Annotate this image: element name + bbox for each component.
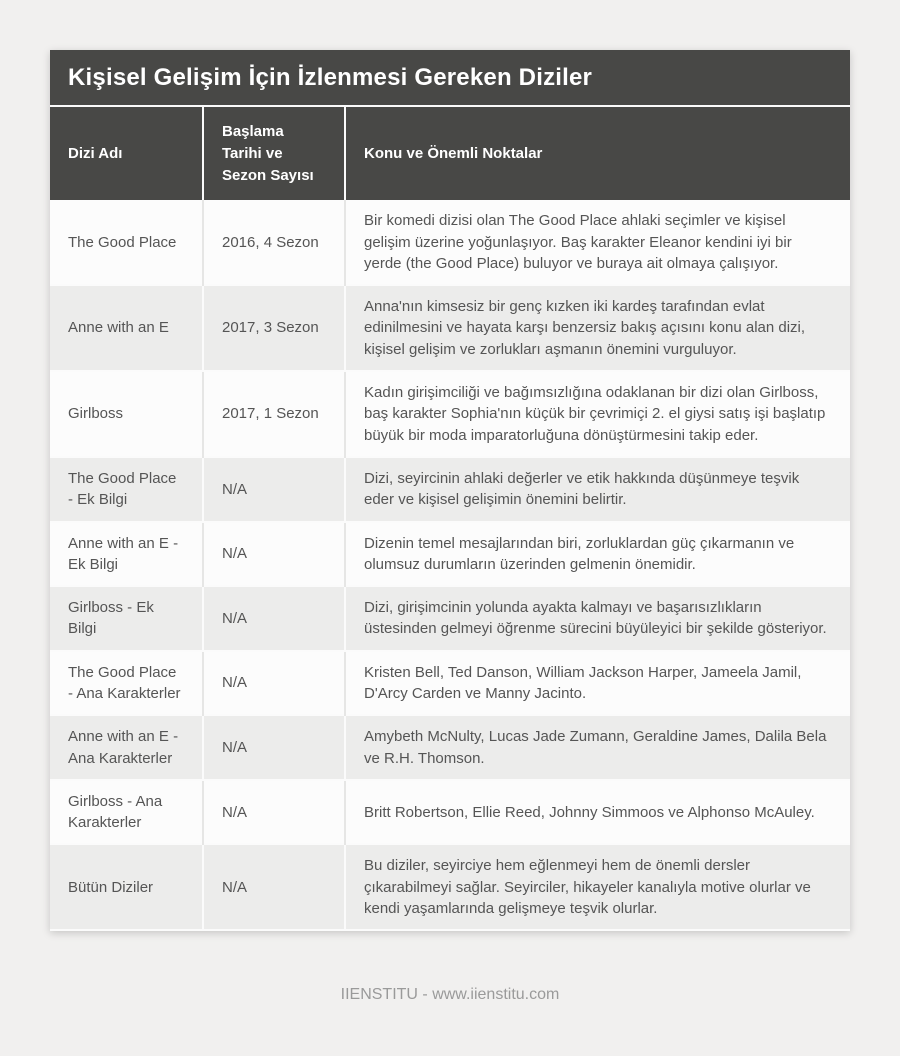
start-season-cell: N/A (203, 651, 345, 716)
table-row (50, 457, 850, 522)
notes-cell: Amybeth McNulty, Lucas Jade Zumann, Geraldine James, Dalila Bela ve R.H. Thomson. (345, 715, 850, 780)
notes-cell: Dizenin temel mesajlarından biri, zorluklardan güç çıkarmanın ve olumsuz durumların üzerinden gelmenin önemidir. (364, 534, 795, 573)
series-name-cell: Girlboss - Ek Bilgi (50, 586, 203, 651)
column-header-baslama-tarihi: Başlama Tarihi ve Sezon Sayısı (203, 107, 345, 200)
start-season-cell: N/A (203, 457, 345, 522)
notes-cell: Bu diziler, seyirciye hem eğlenmeyi hem de önemli dersler çıkarabilmeyi sağlar. Seyirciler, hikayeler kanalıyla motive olurlar ve kendi yaşamlarında gelişmeye teşvik olurlar. (345, 844, 850, 930)
start-season-cell: 2017, 3 Sezon (203, 285, 345, 371)
start-season-cell: N/A (203, 586, 345, 651)
series-name-cell: Bütün Diziler (50, 844, 203, 930)
table-header-row (50, 107, 850, 200)
notes-cell: Kristen Bell, Ted Danson, William Jackson Harper, Jameela Jamil, D'Arcy Carden ve Manny Jacinto. (364, 663, 802, 702)
notes-cell: Dizi, girişimcinin yolunda ayakta kalmayı ve başarısızlıkların üstesinden gelmeyi öğrenme sürecini büyüleyici bir şekilde gösteriyor. (345, 586, 850, 651)
series-name-cell: Anne with an E - Ek Bilgi (50, 522, 203, 587)
column-header-dizi-adi: Dizi Adı (50, 107, 203, 200)
start-season-cell: N/A (203, 522, 345, 587)
table-row (50, 780, 850, 845)
table-row (50, 844, 850, 930)
table-row (50, 715, 850, 780)
table-row (50, 285, 850, 371)
start-season-cell: N/A (203, 780, 345, 845)
series-table (50, 107, 850, 931)
series-name-cell: The Good Place - Ana Karakterler (50, 651, 203, 716)
table-row (50, 200, 850, 285)
start-season-cell: N/A (203, 715, 345, 780)
footer-credit: IIENSTITU - www.iienstitu.com (340, 986, 560, 1003)
column-header-konu-noktalar: Konu ve Önemli Noktalar (345, 107, 850, 200)
series-name-cell: Anne with an E - Ana Karakterler (50, 715, 203, 780)
notes-cell: Bir komedi dizisi olan The Good Place ahlaki seçimler ve kişisel gelişim üzerine yoğunlaşıyor. Baş karakter Eleanor kendini iyi bir yerde (the Good Place) buluyor ve buraya ait olmaya çalışıyor. (364, 212, 792, 272)
table-row (50, 586, 850, 651)
series-name-cell: Girlboss (50, 371, 203, 457)
notes-cell: Anna'nın kimsesiz bir genç kızken iki kardeş tarafından evlat edinilmesini ve hayata karşı benzersiz bakış açısını konu alan dizi, kişisel gelişim ve zorlukları aşmanın önemini vurguluyor. (345, 285, 850, 371)
series-name-cell: The Good Place - Ek Bilgi (50, 457, 203, 522)
table-row (50, 522, 850, 587)
notes-cell: Kadın girişimciliği ve bağımsızlığına odaklanan bir dizi olan Girlboss, baş karakter Sophia'nın küçük bir çevrimiçi 2. el giysi satış işi başlatıp büyük bir moda imparatorluğuna dönüştürmesini takip eder. (364, 384, 826, 444)
table-row (50, 651, 850, 716)
series-table-card (50, 50, 850, 931)
start-season-cell: N/A (203, 844, 345, 930)
series-name-cell: Anne with an E (50, 285, 203, 371)
notes-cell: Dizi, seyircinin ahlaki değerler ve etik hakkında düşünmeye teşvik eder ve kişisel gelişimin önemini belirtir. (345, 457, 850, 522)
start-season-cell: 2017, 1 Sezon (203, 371, 345, 457)
table-row (50, 371, 850, 457)
page-title: Kişisel Gelişim İçin İzlenmesi Gereken Diziler (50, 50, 850, 107)
series-name-cell: The Good Place (50, 200, 203, 285)
series-name-cell: Girlboss - Ana Karakterler (50, 780, 203, 845)
start-season-cell: 2016, 4 Sezon (203, 200, 345, 285)
notes-cell: Britt Robertson, Ellie Reed, Johnny Simmoos ve Alphonso McAuley. (364, 803, 815, 821)
